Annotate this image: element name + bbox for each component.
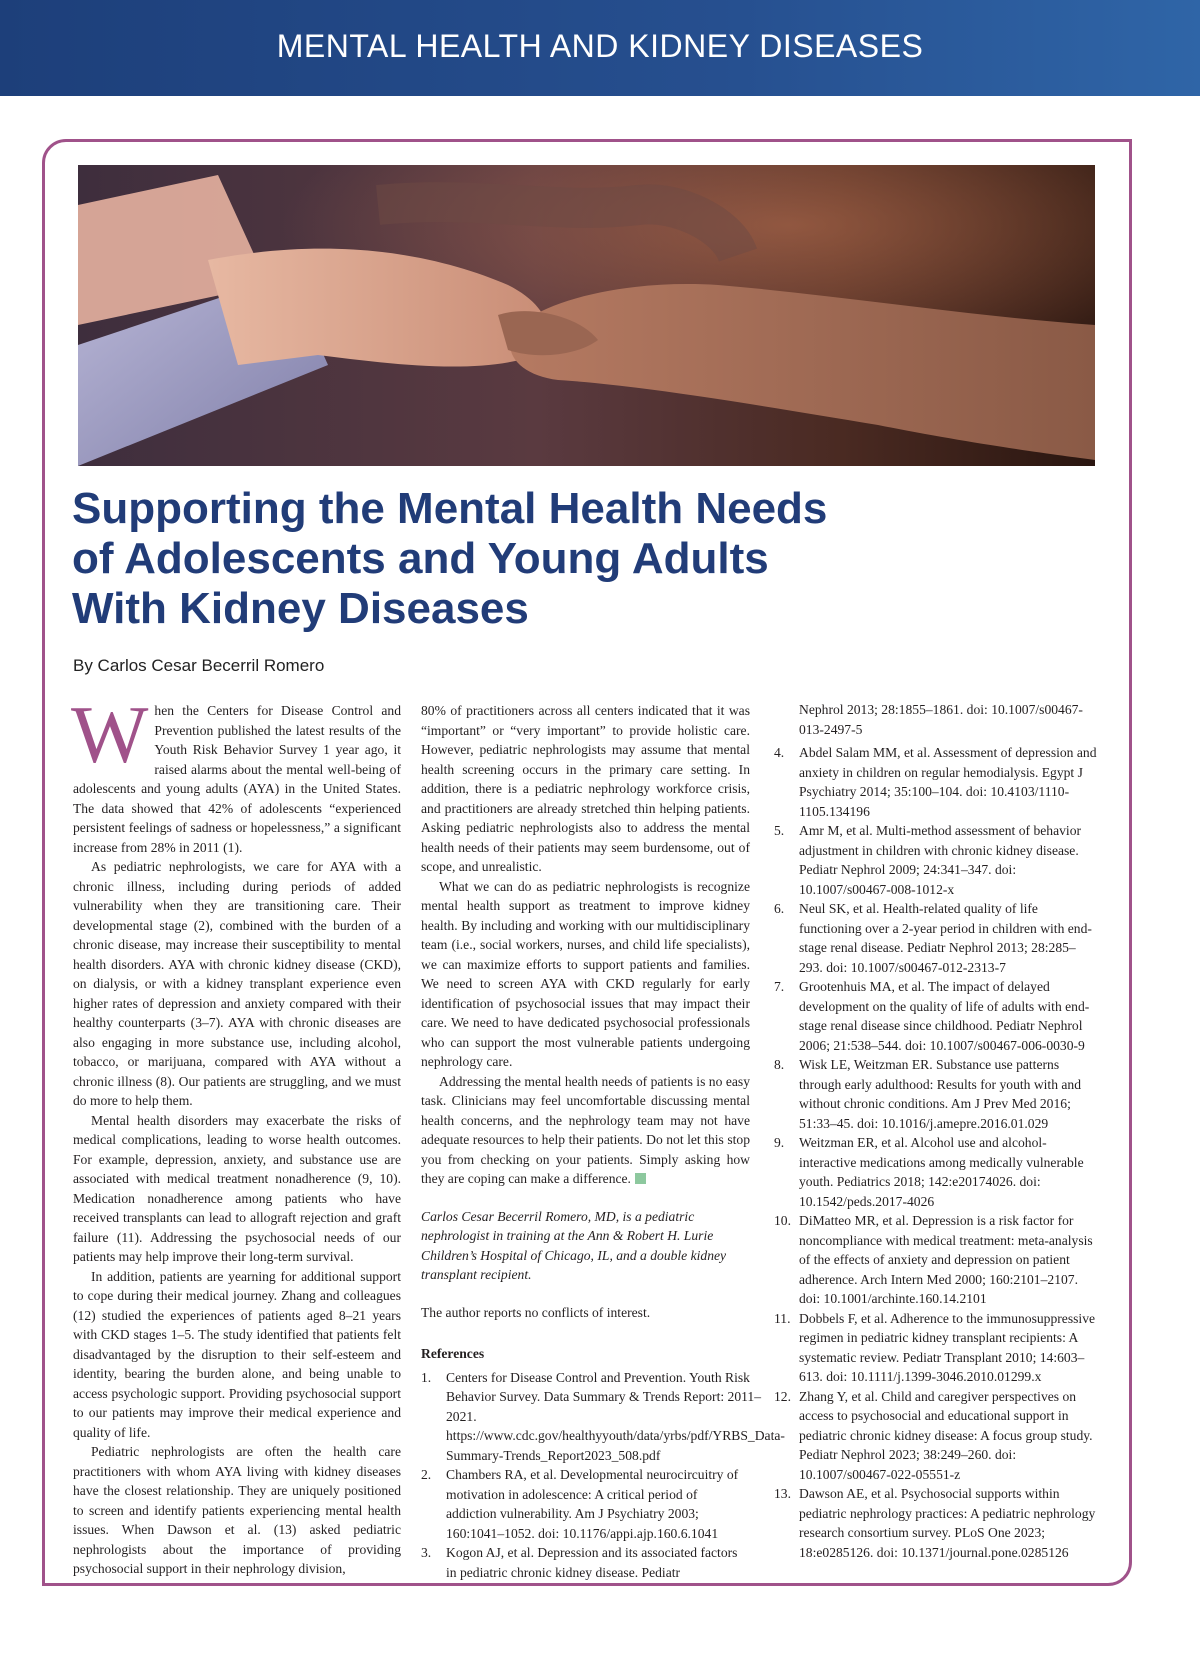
reference-text: Grootenhuis MA, et al. The impact of delayed development on the quality of life of adults with end-stage renal disease since childhood. Pediatr Nephrol 2006; 21:538–544. doi: 10.1007/s00467-006-0030-9 [799, 979, 1090, 1053]
reference-item [774, 977, 1097, 1055]
headline-line-3: With Kidney Diseases [72, 584, 529, 633]
reference-number: 11. [774, 1310, 791, 1326]
reference-text: Zhang Y, et al. Child and caregiver perspectives on access to psychosocial and educational support in pediatric chronic kidney disease: A focus group study. Pediatr Nephrol 2023; 38:249–260. doi: 10.1007/s00467-022-05551-z [799, 1388, 1093, 1482]
references-list [421, 1368, 785, 1583]
reference-text: Centers for Disease Control and Prevention. Youth Risk Behavior Survey. Data Summary & Trends Report: 2011–2021. https://www.cdc.gov/healthyyouth/data/yrbs/pdf/YRBS_Data-Summary-Trends_Report2023_508.pdf [446, 1369, 785, 1463]
references-list-continued [774, 743, 1097, 1562]
reference-number: 10. [774, 1213, 791, 1228]
reference-item [421, 1543, 750, 1582]
reference-number: 13. [774, 1486, 791, 1501]
reference-text: Chambers RA, et al. Developmental neurocircuitry of motivation in adolescence: A critical period of addiction vulnerability. Am J Psychiatry 2003; 160:1041–1052. doi: 10.1176/appi.ajp.160.6.1041 [446, 1467, 739, 1541]
reference-number: 9. [774, 1135, 785, 1150]
paragraph-7 [421, 1072, 750, 1189]
column-2 [421, 701, 785, 1582]
reference-item [774, 899, 1097, 977]
reference-number: 5. [774, 823, 785, 838]
reference-number: 1. [421, 1369, 432, 1385]
paragraph-7-text: Addressing the mental health needs of patients is no easy task. Clinicians may feel uncomfortable discussing mental health concerns, and the nephrology team may not have adequate resources to help their patients. Do not let this stop you from checking on your patients. Simply asking how they are coping can make a difference. [421, 1073, 750, 1186]
paragraph-1 [71, 689, 401, 857]
reference-item [774, 1309, 1097, 1387]
reference-item [774, 1387, 1097, 1485]
references-heading: References [421, 1346, 485, 1361]
reference-number: 8. [774, 1057, 785, 1072]
headline-line-2: of Adolescents and Young Adults [72, 534, 769, 583]
reference-number: 12. [774, 1388, 791, 1404]
byline: By Carlos Cesar Becerril Romero [73, 656, 325, 675]
article-headline [72, 484, 972, 634]
holding-hands-photo [78, 165, 1095, 466]
author-bio: Carlos Cesar Becerril Romero, MD, is a pediatric nephrologist in training at the Ann & Robert H. Lurie Children’s Hospital of Chicago, IL, and a double kidney transplant recipient. [421, 1208, 727, 1282]
reference-number: 6. [774, 901, 785, 916]
reference-item [774, 821, 1097, 899]
paragraph-5-continued: 80% of practitioners across all centers indicated that it was “important” or “very important” to provide holistic care. However, pediatric nephrologists may assume that mental health screening occurs in the primary care setting. In addition, there is a pediatric nephrology workforce crisis, and practitioners are already stretched thin helping patients. Asking pediatric nephrologists also to address the mental health needs of their patients may seem burdensome, out of scope, and unrealistic. [421, 703, 750, 874]
paragraph-2: As pediatric nephrologists, we care for AYA with a chronic illness, including during periods of added vulnerability when they are transitioning care. Their developmental stage (2), combined with the burden of a chronic disease, may increase their susceptibility to mental health disorders. AYA with chronic kidney disease (CKD), on dialysis, or with a kidney transplant experience even higher rates of depression and anxiety compared with their healthy counterparts (3–7). AYA with chronic diseases are also engaging in more substance use, including alcohol, tobacco, or marijuana, compared with AYA without a chronic illness (8). Our patients are struggling, and we must do more to help them. [73, 859, 401, 1108]
paragraph-1-text: hen the Centers for Disease Control and Prevention published the latest results of the Youth Risk Behavior Survey 1 year ago, it raised alarms about the mental well-being of adolescents and young adults (AYA) in the United States. The data showed that 42% of adolescents “experienced persistent feelings of sadness or hopelessness,” a significant increase from 28% in 2011 (1). [73, 703, 401, 855]
section-banner [0, 0, 1200, 96]
reference-text: Weitzman ER, et al. Alcohol use and alcohol-interactive medications among medically vulnerable youth. Pediatrics 2018; 142:e20174026. doi: 10.1542/peds.2017-4026 [799, 1135, 1084, 1209]
end-mark-icon [635, 1173, 646, 1184]
reference-item [421, 1368, 785, 1466]
reference-text: Kogon AJ, et al. Depression and its associated factors in pediatric chronic kidney disease. Pediatr [446, 1545, 738, 1580]
drop-cap: W [71, 689, 149, 780]
paragraph-6: What we can do as pediatric nephrologists is recognize mental health support as treatment to improve kidney health. By including and working with our multidisciplinary team (i.e., social workers, nurses, and child life specialists), we can maximize efforts to support patients and families. We need to screen AYA with CKD regularly for early identification of psychosocial issues that may impact their care. We need to have dedicated psychosocial professionals who can support the most vulnerable patients undergoing nephrology care. [421, 878, 750, 1069]
paragraph-4: In addition, patients are yearning for additional support to cope during their medical journey. Zhang and colleagues (12) studied the experiences of patients aged 8–21 years with CKD stages 1–5. The study identified that patients felt disadvantaged by the disruption to their self-esteem and identity, bearing the burden alone, and being unable to access psychologic support. Providing psychosocial support to our patients may improve their medical experience and quality of life. [73, 1268, 401, 1440]
reference-text: Dobbels F, et al. Adherence to the immunosuppressive regimen in pediatric kidney transplant recipients: A systematic review. Pediatr Transplant 2010; 14:603–613. doi: 10.1111/j.1399-3046.2010.01299.x [799, 1310, 1096, 1384]
reference-item [774, 1133, 1097, 1211]
reference-text: DiMatteo MR, et al. Depression is a risk factor for noncompliance with medical treatment: meta-analysis of the effects of anxiety and depression on patient adherence. Arch Intern Med 2000; 160:2101–2107. doi: 10.1001/archinte.160.14.2101 [799, 1213, 1093, 1306]
reference-item [774, 1484, 1097, 1562]
reference-item [774, 1211, 1097, 1309]
reference-text: Dawson AE, et al. Psychosocial supports within pediatric nephrology practices: A pediatric nephrology research consortium survey. PLoS One 2023; 18:e0285126. doi: 10.1371/journal.pone.0285126 [799, 1486, 1096, 1560]
headline-line-1: Supporting the Mental Health Needs [72, 484, 828, 533]
column-3 [774, 700, 1097, 1562]
reference-number: 3. [421, 1545, 432, 1560]
reference-text: Abdel Salam MM, et al. Assessment of depression and anxiety in children on regular hemodialysis. Egypt J Psychiatry 2014; 35:100–104. doi: 10.4103/1110-1105.134196 [799, 745, 1097, 819]
reference-text: Amr M, et al. Multi-method assessment of behavior adjustment in children with chronic kidney disease. Pediatr Nephrol 2009; 24:341–347. doi: 10.1007/s00467-008-1012-x [799, 823, 1082, 897]
reference-item [421, 1465, 750, 1543]
conflict-statement: The author reports no conflicts of interest. [421, 1304, 651, 1320]
column-1 [71, 689, 401, 1579]
reference-item [774, 1055, 1097, 1133]
reference-number: 4. [774, 745, 785, 760]
reference-text: Neul SK, et al. Health-related quality of life functioning over a 2-year period in children with end-stage renal disease. Pediatr Nephrol 2013; 28:285–293. doi: 10.1007/s00467-012-2313-7 [799, 901, 1092, 975]
paragraph-5: Pediatric nephrologists are often the health care practitioners with whom AYA living with kidney diseases have the closest relationship. They are uniquely positioned to screen and identify patients experiencing mental health issues. When Dawson et al. (13) asked pediatric nephrologists about the importance of providing psychosocial support in their nephrology division, [73, 1444, 401, 1576]
reference-3-continued: Nephrol 2013; 28:1855–1861. doi: 10.1007/s00467-013-2497-5 [799, 702, 1083, 737]
reference-text: Wisk LE, Weitzman ER. Substance use patterns through early adulthood: Results for youth with and without chronic conditions. Am J Prev Med 2016; 51:33–45. doi: 10.1016/j.amepre.2016.01.029 [799, 1057, 1082, 1131]
section-title: MENTAL HEALTH AND KIDNEY DISEASES [276, 27, 924, 64]
reference-item [774, 743, 1097, 821]
reference-number: 2. [421, 1467, 432, 1482]
reference-number: 7. [774, 979, 785, 994]
paragraph-3: Mental health disorders may exacerbate the risks of medical complications, leading to worse health outcomes. For example, depression, anxiety, and substance use are associated with medical treatment nonadherence (9, 10). Medication nonadherence among patients who have received transplants can lead to allograft rejection and graft failure (11). Addressing the psychosocial needs of our patients may help improve their long-term survival. [73, 1112, 401, 1264]
